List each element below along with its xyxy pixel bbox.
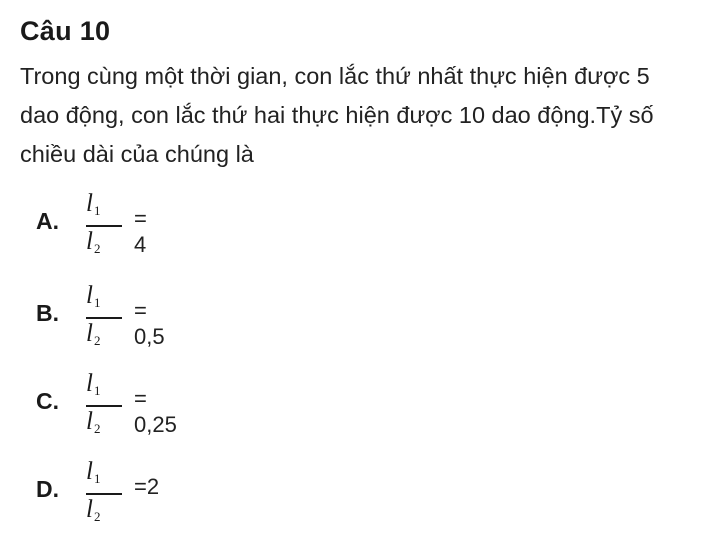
length-ratio-fraction — [86, 370, 122, 440]
length-ratio-fraction — [86, 190, 122, 260]
question-title: Câu 10 — [20, 16, 111, 46]
option-value: = 4 — [134, 206, 147, 257]
fraction-denominator: $l_2$ — [86, 408, 101, 436]
option-letter: B. — [36, 300, 59, 326]
option-value: = 0,5 — [134, 298, 165, 349]
fraction-bar — [86, 317, 122, 319]
option-letter: C. — [36, 388, 59, 414]
option-letter: D. — [36, 476, 59, 502]
fraction-bar — [86, 405, 122, 407]
fraction-numerator: $l_1$ — [86, 458, 101, 486]
fraction-denominator: $l_2$ — [86, 228, 101, 256]
fraction-numerator: $l_1$ — [86, 190, 101, 218]
length-ratio-fraction — [86, 458, 122, 528]
option-value: = 0,25 — [134, 386, 177, 437]
question-text: Trong cùng một thời gian, con lắc thứ nhất thực hiện được 5 dao động, con lắc thứ hai thực hiện được 10 dao động.Tỷ số chiều dài của chúng là — [20, 63, 654, 167]
fraction-denominator: $l_2$ — [86, 320, 101, 348]
fraction-bar — [86, 225, 122, 227]
fraction-numerator: $l_1$ — [86, 282, 101, 310]
fraction-numerator: $l_1$ — [86, 370, 101, 398]
fraction-bar — [86, 493, 122, 495]
length-ratio-fraction — [86, 282, 122, 352]
option-value: =2 — [134, 474, 160, 499]
fraction-denominator: $l_2$ — [86, 496, 101, 524]
option-letter: A. — [36, 208, 59, 234]
